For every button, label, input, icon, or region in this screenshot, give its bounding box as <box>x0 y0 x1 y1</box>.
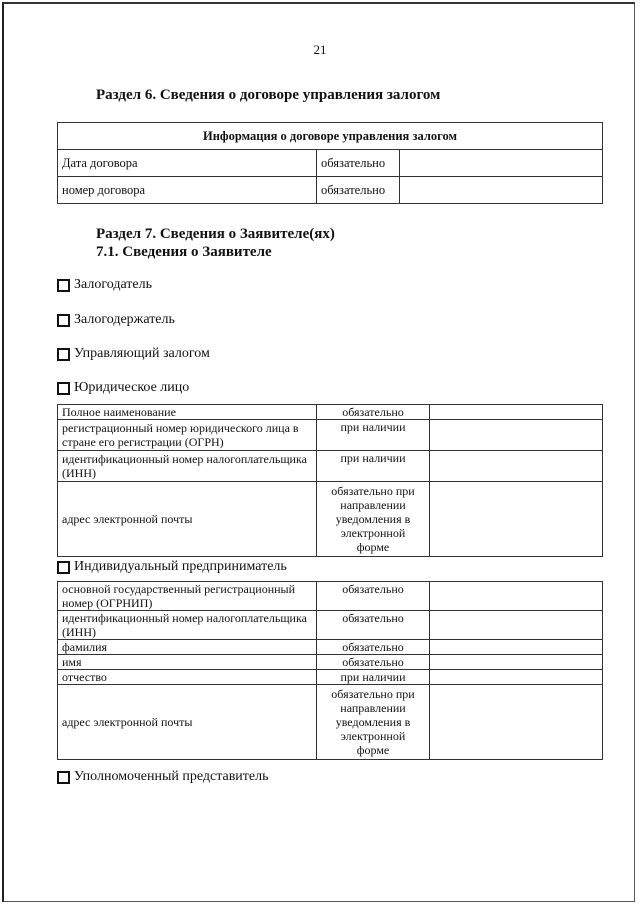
legal-entity-table <box>57 404 603 557</box>
row-requirement: обязательно <box>317 177 400 204</box>
row-requirement: обязательно <box>317 582 430 611</box>
row-label: основной государственный регистрационный номер (ОГРНИП) <box>58 582 317 611</box>
row-label: Дата договора <box>58 150 317 177</box>
first-name-field[interactable] <box>430 655 603 670</box>
checkbox-label: Юридическое лицо <box>74 380 190 395</box>
table-row <box>58 611 603 640</box>
checkbox-pledgee[interactable] <box>57 312 175 328</box>
row-label: отчество <box>58 670 317 685</box>
checkbox-legal-entity[interactable] <box>57 380 189 396</box>
row-requirement: при наличии <box>317 670 430 685</box>
section-7-heading <box>96 225 335 261</box>
last-name-field[interactable] <box>430 640 603 655</box>
checkbox-icon[interactable] <box>57 382 70 395</box>
row-requirement: обязательно <box>317 640 430 655</box>
checkbox-icon[interactable] <box>57 348 70 361</box>
checkbox-label: Уполномоченный представитель <box>74 769 269 784</box>
checkbox-entrepreneur[interactable] <box>57 559 287 575</box>
table-row <box>58 582 603 611</box>
checkbox-label: Залогодержатель <box>74 312 175 327</box>
full-name-field[interactable] <box>430 405 603 420</box>
table-row <box>58 420 603 451</box>
table-row <box>58 482 603 557</box>
row-requirement: при наличии <box>317 451 430 482</box>
table-row <box>58 177 603 204</box>
row-requirement: обязательно <box>317 655 430 670</box>
checkbox-pledgor[interactable] <box>57 277 152 293</box>
table-row <box>58 685 603 760</box>
table-row <box>58 670 603 685</box>
checkbox-label: Управляющий залогом <box>74 346 210 361</box>
contract-date-field[interactable] <box>400 150 603 177</box>
checkbox-icon[interactable] <box>57 279 70 292</box>
row-requirement: обязательно при направлении уведомления в электронной форме <box>317 482 430 557</box>
row-requirement: обязательно <box>317 150 400 177</box>
table-row <box>58 405 603 420</box>
row-label: идентификационный номер налогоплательщика (ИНН) <box>58 451 317 482</box>
row-label: регистрационный номер юридического лица в стране его регистрации (ОГРН) <box>58 420 317 451</box>
contract-number-field[interactable] <box>400 177 603 204</box>
checkbox-icon[interactable] <box>57 314 70 327</box>
ogrnip-field[interactable] <box>430 582 603 611</box>
row-label: имя <box>58 655 317 670</box>
checkbox-label: Залогодатель <box>74 277 153 292</box>
row-label: адрес электронной почты <box>58 482 317 557</box>
table-header: Информация о договоре управления залогом <box>58 123 603 150</box>
page-number: 21 <box>313 42 327 57</box>
inn-field[interactable] <box>430 611 603 640</box>
inn-field[interactable] <box>430 451 603 482</box>
ogrn-field[interactable] <box>430 420 603 451</box>
entrepreneur-table <box>57 581 603 760</box>
row-label: идентификационный номер налогоплательщика (ИНН) <box>58 611 317 640</box>
section-6-title: Раздел 6. Сведения о договоре управления залогом <box>96 87 441 103</box>
checkbox-icon[interactable] <box>57 561 70 574</box>
table-row <box>58 655 603 670</box>
checkbox-icon[interactable] <box>57 771 70 784</box>
table-row <box>58 451 603 482</box>
row-label: адрес электронной почты <box>58 685 317 760</box>
section-7-title: Раздел 7. Сведения о Заявителе(ях) <box>96 226 335 242</box>
pledge-management-contract-table <box>57 122 603 204</box>
table-row <box>58 640 603 655</box>
checkbox-authorized-representative[interactable] <box>57 769 269 785</box>
section-7-1-subtitle: 7.1. Сведения о Заявителе <box>96 244 272 260</box>
row-label: Полное наименование <box>58 405 317 420</box>
row-requirement: обязательно <box>317 405 430 420</box>
row-requirement: обязательно при направлении уведомления в электронной форме <box>317 685 430 760</box>
checkbox-pledge-manager[interactable] <box>57 346 210 362</box>
patronymic-field[interactable] <box>430 670 603 685</box>
row-label: фамилия <box>58 640 317 655</box>
table-row <box>58 150 603 177</box>
checkbox-label: Индивидуальный предприниматель <box>74 559 287 574</box>
email-field[interactable] <box>430 482 603 557</box>
row-label: номер договора <box>58 177 317 204</box>
row-requirement: обязательно <box>317 611 430 640</box>
email-field[interactable] <box>430 685 603 760</box>
row-requirement: при наличии <box>317 420 430 451</box>
